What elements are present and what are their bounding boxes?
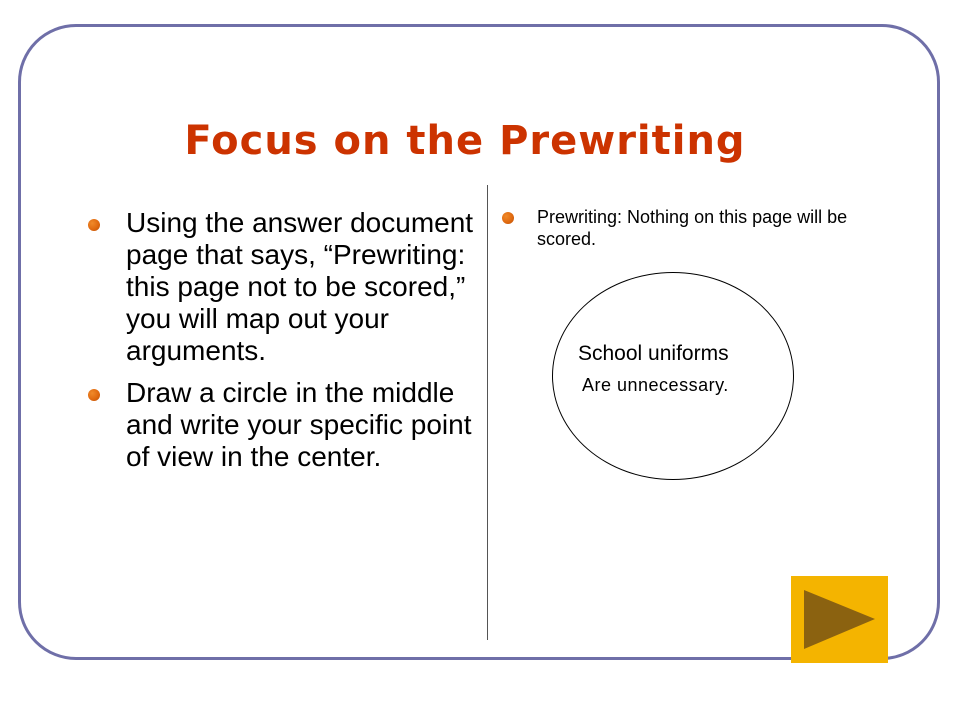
right-bullet-item (502, 206, 862, 250)
circle-point-line2: Are unnecessary. (582, 375, 729, 395)
play-triangle-icon (791, 576, 888, 663)
right-column (502, 206, 862, 250)
right-bullet-text: Prewriting: Nothing on this page will be scored. (537, 207, 848, 249)
bullet-dot-icon (88, 389, 100, 401)
column-divider (487, 185, 488, 640)
bullet-dot-icon (502, 212, 514, 224)
left-bullet-item (88, 377, 478, 473)
bullet-dot-icon (88, 219, 100, 231)
left-bullet-item (88, 207, 478, 367)
left-column (88, 207, 478, 483)
left-bullet-text: Draw a circle in the middle and write your specific point of view in the center. (126, 377, 472, 472)
next-slide-button[interactable] (791, 576, 888, 663)
left-bullet-text: Using the answer document page that says, “Prewriting: this page not to be scored,” you will map out your arguments. (126, 207, 474, 366)
slide-title: Focus on the Prewriting (184, 118, 746, 164)
circle-point-line1: School uniforms (578, 342, 729, 365)
